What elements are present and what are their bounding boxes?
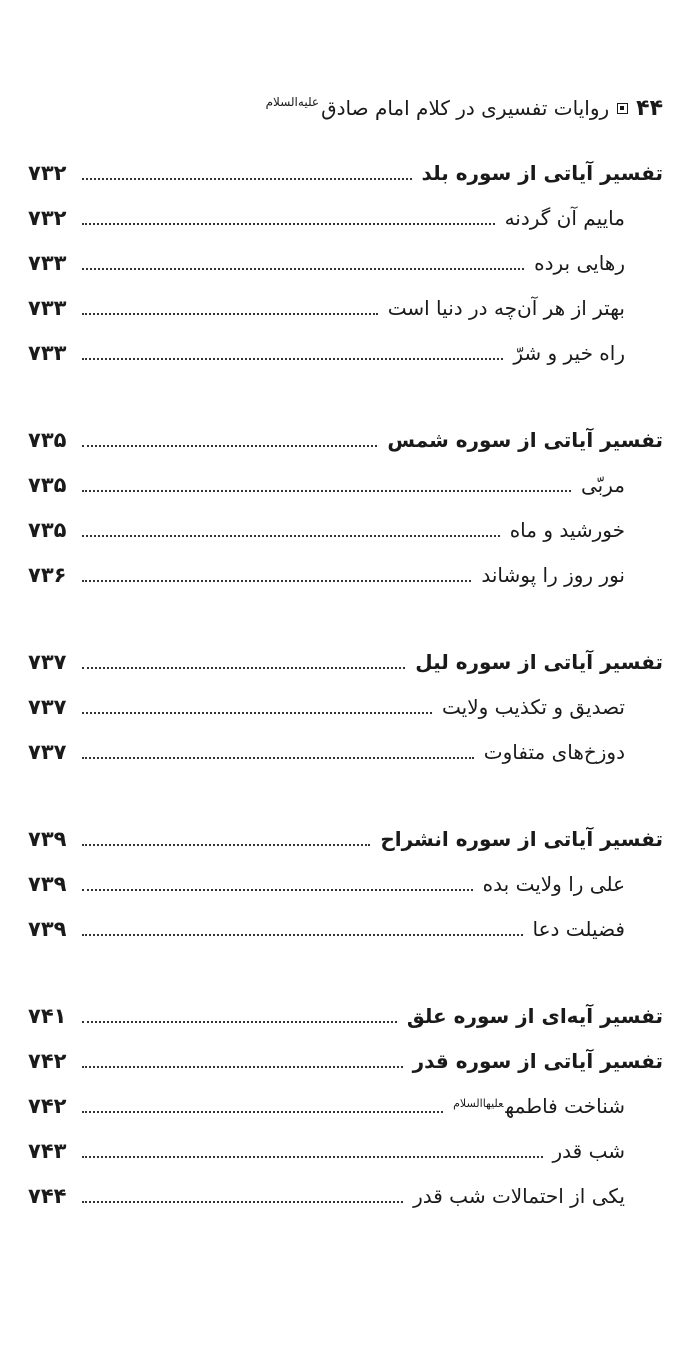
toc-heading-title: تفسیر آیاتی از سوره انشراح <box>380 826 663 851</box>
toc-entry[interactable] <box>28 552 663 597</box>
toc-page-number: ۷۳۵ <box>28 472 67 497</box>
toc-entry[interactable] <box>28 195 663 240</box>
toc-entry[interactable] <box>28 462 663 507</box>
toc-page-number: ۷۳۳ <box>28 250 67 275</box>
toc-page-number: ۷۳۷ <box>28 739 67 764</box>
dot-leader <box>82 1021 397 1023</box>
toc-section-alaq-qadr <box>28 993 663 1218</box>
toc-entry[interactable] <box>28 861 663 906</box>
dot-leader <box>82 757 474 759</box>
dot-leader <box>82 1066 403 1068</box>
toc-entry-title: رهایی برده <box>534 250 625 275</box>
toc-heading[interactable] <box>28 1038 663 1083</box>
toc-heading[interactable] <box>28 150 663 195</box>
toc-page-number: ۷۳۲ <box>28 205 67 230</box>
dot-leader <box>82 490 571 492</box>
dot-leader <box>82 844 370 846</box>
dot-leader <box>82 1156 543 1158</box>
toc-heading-title: تفسیر آیاتی از سوره قدر <box>412 1048 663 1073</box>
toc-entry-title: دوزخ‌های متفاوت <box>483 739 625 764</box>
toc-entry[interactable] <box>28 906 663 951</box>
toc-entry-title: فضیلت دعا <box>532 916 625 941</box>
dot-leader <box>82 358 503 360</box>
toc-page-number: ۷۳۵ <box>28 427 67 452</box>
toc-page-number: ۷۳۶ <box>28 562 67 587</box>
toc-page-number: ۷۳۵ <box>28 517 67 542</box>
toc-page-number: ۷۴۲ <box>28 1048 67 1073</box>
dot-leader <box>82 535 500 537</box>
toc-entry[interactable] <box>28 330 663 375</box>
running-header <box>37 88 663 128</box>
toc-entry-title <box>453 1094 663 1118</box>
toc-section-inshirah <box>28 816 663 951</box>
toc-entry-title: بهتر از هر آن‌چه در دنیا است <box>387 295 625 320</box>
dot-leader <box>82 889 473 891</box>
dot-leader <box>82 1201 403 1203</box>
dot-leader <box>82 178 412 180</box>
toc-page-number: ۷۳۷ <box>28 649 67 674</box>
toc-entry-title: مربّی <box>581 472 625 497</box>
toc-heading[interactable] <box>28 639 663 684</box>
dot-leader <box>82 1111 443 1113</box>
dot-leader <box>82 667 405 669</box>
toc-entry-title: خورشید و ماه <box>509 517 625 542</box>
toc-heading[interactable] <box>28 816 663 861</box>
toc-page-number: ۷۳۹ <box>28 871 67 896</box>
toc-entry-title: راه خیر و شرّ <box>513 340 625 365</box>
toc-page-number: ۷۳۹ <box>28 826 67 851</box>
dot-leader <box>82 223 495 225</box>
dot-leader <box>82 580 471 582</box>
toc-entry-title: نور روز را پوشاند <box>481 562 625 587</box>
toc-entry[interactable] <box>28 240 663 285</box>
square-bullet-icon <box>617 103 628 114</box>
toc-entry[interactable] <box>28 684 663 729</box>
toc-page-number: ۷۴۱ <box>28 1003 67 1028</box>
toc-entry[interactable] <box>28 1083 663 1128</box>
dot-leader <box>82 712 432 714</box>
toc-entry-title: شب قدر <box>552 1138 625 1163</box>
toc-page-number: ۷۴۳ <box>28 1138 67 1163</box>
toc-entry[interactable] <box>28 1128 663 1173</box>
toc-entry-title: ماییم آن گردنه <box>504 205 625 230</box>
dot-leader <box>82 934 523 936</box>
dot-leader <box>82 313 378 315</box>
toc-page-number: ۷۳۲ <box>28 160 67 185</box>
toc-page-number: ۷۳۳ <box>28 340 67 365</box>
dot-leader <box>82 445 377 447</box>
toc-section-layl <box>28 639 663 774</box>
toc-heading-title: تفسیر آیه‌ای از سوره علق <box>406 1003 663 1028</box>
dot-leader <box>82 268 524 270</box>
header-page-number: ۴۴ <box>636 95 663 121</box>
toc-entry[interactable] <box>28 285 663 330</box>
toc-section-shams <box>28 417 663 597</box>
toc-entry[interactable] <box>28 729 663 774</box>
toc-heading[interactable] <box>28 417 663 462</box>
toc-entry-title-text: شناخت فاطمه <box>505 1093 625 1118</box>
toc-heading-title: تفسیر آیاتی از سوره بلد <box>421 160 663 185</box>
toc-entry-title: علی را ولایت بده <box>482 871 625 896</box>
table-of-contents <box>28 150 663 1260</box>
toc-page-number: ۷۴۴ <box>28 1183 67 1208</box>
header-book-title: روایات تفسیری در کلام امام صادق <box>321 96 610 120</box>
toc-page-number: ۷۳۳ <box>28 295 67 320</box>
toc-entry-title: یکی از احتمالات شب قدر <box>413 1183 625 1208</box>
toc-page-number: ۷۳۹ <box>28 916 67 941</box>
toc-entry-honorific: علیهاالسلام <box>453 1096 504 1110</box>
toc-heading-title: تفسیر آیاتی از سوره لیل <box>415 649 663 674</box>
toc-entry-title: تصدیق و تکذیب ولایت <box>442 694 625 719</box>
toc-heading-title: تفسیر آیاتی از سوره شمس <box>387 427 663 452</box>
toc-entry[interactable] <box>28 1173 663 1218</box>
header-honorific: علیه‌السلام <box>265 95 320 109</box>
toc-section-balad <box>28 150 663 375</box>
toc-page-number: ۷۳۷ <box>28 694 67 719</box>
toc-entry[interactable] <box>28 507 663 552</box>
toc-page-number: ۷۴۲ <box>28 1093 67 1118</box>
toc-heading[interactable] <box>28 993 663 1038</box>
